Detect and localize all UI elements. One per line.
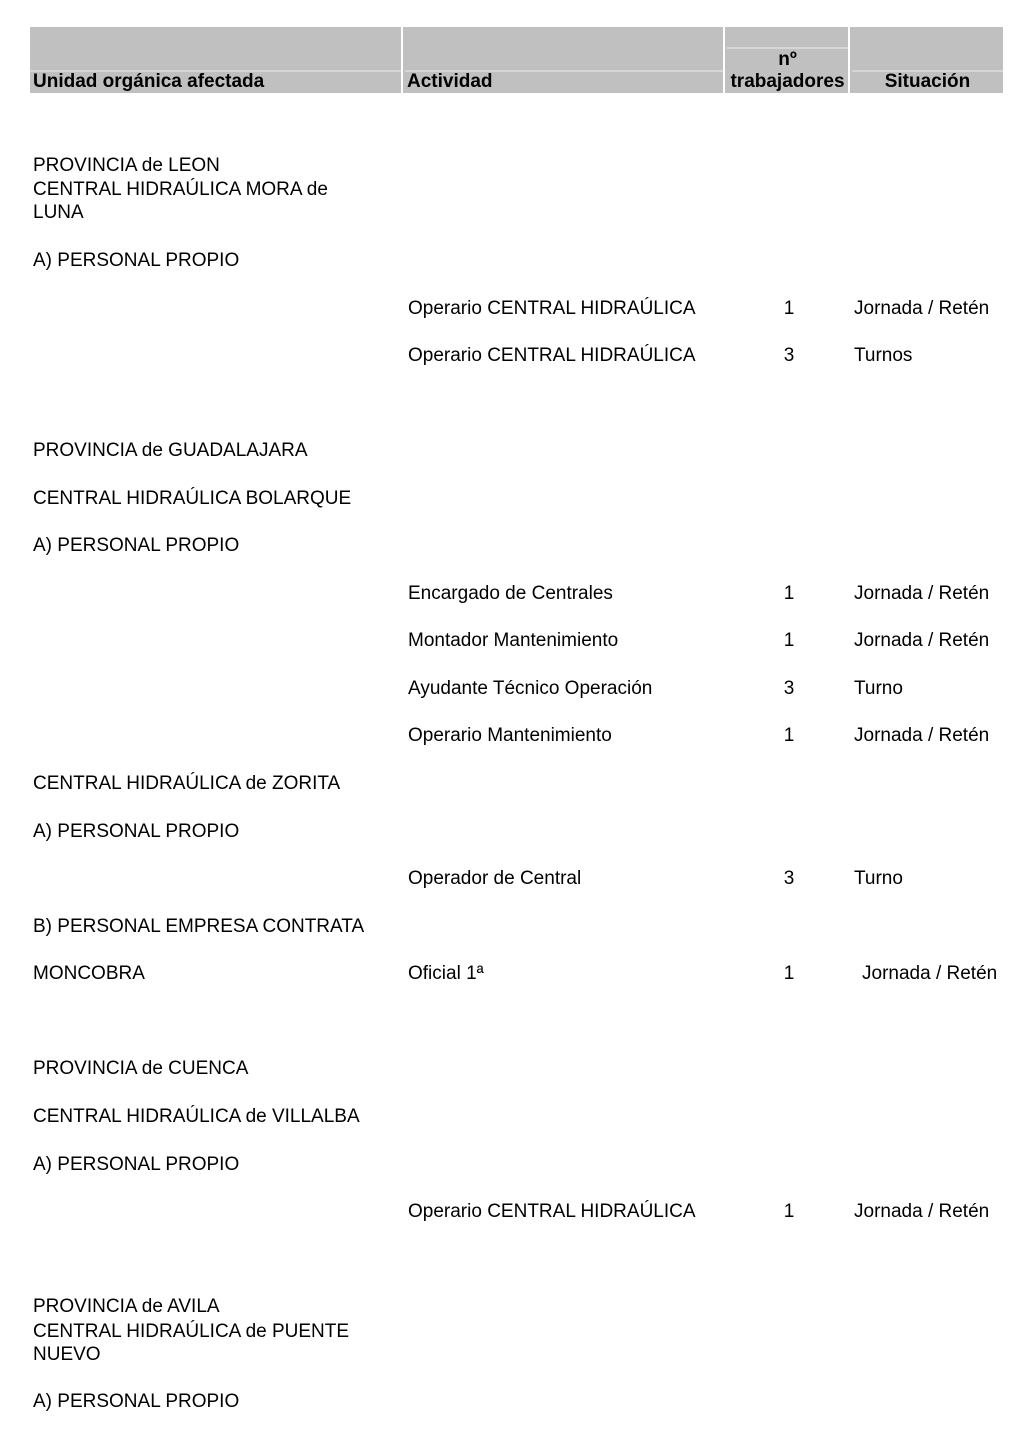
activity-cell: Operador de Central — [408, 868, 582, 889]
header-num-line2: trabajadores — [730, 71, 845, 92]
unit-label: CENTRAL HIDRAÚLICA de VILLALBA — [33, 1106, 360, 1127]
province-label: PROVINCIA de AVILA — [33, 1296, 220, 1317]
personnel-group-label: A) PERSONAL PROPIO — [33, 821, 240, 842]
header-num — [727, 49, 848, 93]
situation-cell: Turnos — [854, 345, 913, 366]
unit-label: CENTRAL HIDRAÚLICA MORA de — [33, 179, 328, 200]
worker-count-cell: 1 — [783, 298, 795, 319]
unit-label: NUEVO — [33, 1344, 101, 1365]
worker-count-cell: 3 — [783, 345, 795, 366]
activity-cell: Oficial 1ª — [408, 963, 484, 984]
header-unidad-cell — [30, 27, 403, 93]
header-unidad: Unidad orgánica afectada — [33, 71, 265, 92]
worker-count-cell: 1 — [783, 630, 795, 651]
activity-cell: Operario CENTRAL HIDRAÚLICA — [408, 298, 696, 319]
activity-cell: Operario CENTRAL HIDRAÚLICA — [408, 345, 696, 366]
table-header — [30, 27, 1003, 93]
activity-cell: Operario CENTRAL HIDRAÚLICA — [408, 1201, 696, 1222]
activity-cell: Encargado de Centrales — [408, 583, 613, 604]
unit-label: LUNA — [33, 202, 84, 223]
personnel-group-label: A) PERSONAL PROPIO — [33, 535, 240, 556]
personnel-group-label: A) PERSONAL PROPIO — [33, 250, 240, 271]
unit-label: CENTRAL HIDRAÚLICA BOLARQUE — [33, 488, 352, 509]
header-actividad: Actividad — [407, 71, 493, 92]
worker-count-cell: 1 — [783, 1201, 795, 1222]
situation-cell: Jornada / Retén — [854, 630, 990, 651]
situation-cell: Jornada / Retén — [854, 725, 990, 746]
header-situacion: Situación — [884, 71, 971, 92]
header-situacion-cell — [852, 27, 1003, 93]
unit-label: CENTRAL HIDRAÚLICA de PUENTE — [33, 1321, 350, 1342]
personnel-group-label: B) PERSONAL EMPRESA CONTRATA — [33, 916, 365, 937]
worker-count-cell: 1 — [783, 963, 795, 984]
activity-cell: Ayudante Técnico Operación — [408, 678, 653, 699]
worker-count-cell: 1 — [783, 583, 795, 604]
situation-cell: Turno — [854, 868, 903, 889]
situation-cell: Turno — [854, 678, 903, 699]
province-label: PROVINCIA de GUADALAJARA — [33, 440, 308, 461]
province-label: PROVINCIA de LEON — [33, 155, 220, 176]
situation-cell: Jornada / Retén — [854, 583, 990, 604]
worker-count-cell: 1 — [783, 725, 795, 746]
personnel-group-label: A) PERSONAL PROPIO — [33, 1154, 240, 1175]
personnel-group-label: A) PERSONAL PROPIO — [33, 1391, 240, 1412]
worker-count-cell: 3 — [783, 678, 795, 699]
header-num-line1: nº — [778, 49, 797, 70]
header-num-cell — [727, 27, 850, 93]
situation-cell: Jornada / Retén — [854, 298, 990, 319]
situation-cell: Jornada / Retén — [862, 963, 998, 984]
situation-cell: Jornada / Retén — [854, 1201, 990, 1222]
unit-label: CENTRAL HIDRAÚLICA de ZORITA — [33, 773, 341, 794]
province-label: PROVINCIA de CUENCA — [33, 1058, 249, 1079]
activity-cell: Operario Mantenimiento — [408, 725, 612, 746]
contractor-name: MONCOBRA — [33, 963, 145, 984]
worker-count-cell: 3 — [783, 868, 795, 889]
activity-cell: Montador Mantenimiento — [408, 630, 619, 651]
header-actividad-cell — [405, 27, 725, 93]
